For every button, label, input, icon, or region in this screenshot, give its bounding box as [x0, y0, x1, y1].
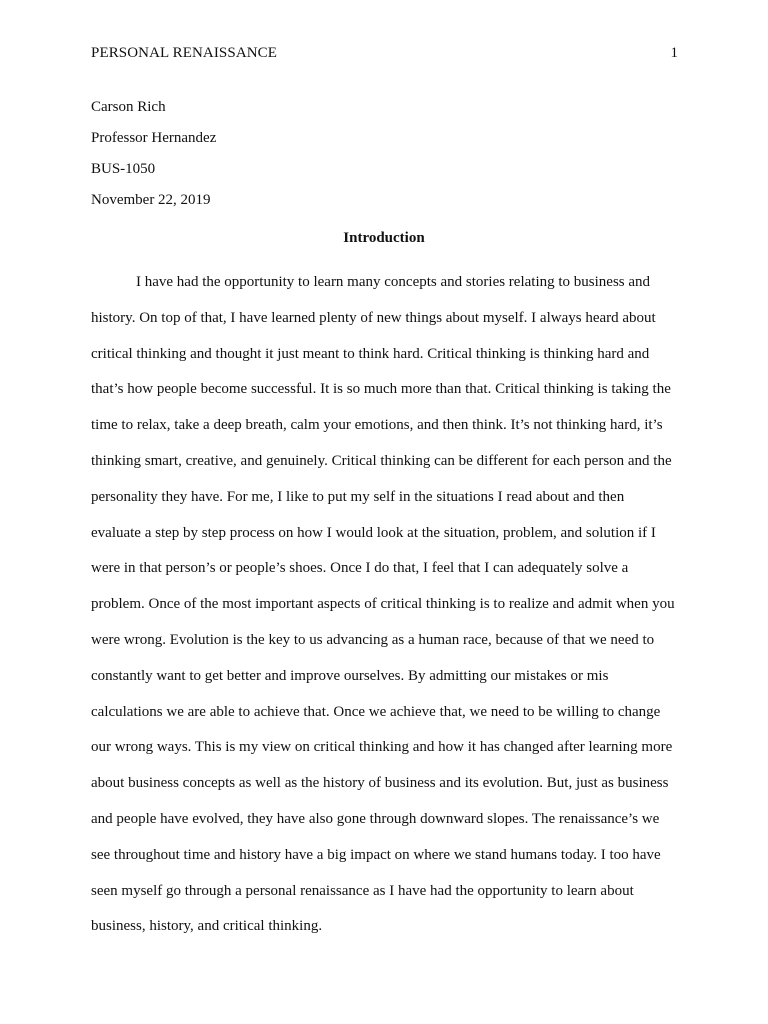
body-line: critical thinking and thought it just meant to think hard. Critical thinking is thinking hard and — [91, 345, 650, 362]
body-line: personality they have. For me, I like to put my self in the situations I read about and then — [91, 488, 625, 505]
course-code: BUS-1050 — [91, 161, 156, 177]
body-line: and people have evolved, they have also gone through downward slopes. The renaissance’s we — [91, 810, 660, 827]
body-line: evaluate a step by step process on how I would look at the situation, problem, and solution if I — [91, 524, 656, 541]
body-line: history. On top of that, I have learned plenty of new things about myself. I always heard about — [91, 309, 656, 326]
author-name: Carson Rich — [91, 99, 166, 115]
body-line: thinking smart, creative, and genuinely. Critical thinking can be different for each person and the — [91, 452, 672, 469]
body-line: problem. Once of the most important aspects of critical thinking is to realize and admit when you — [91, 596, 675, 613]
body-line: calculations we are able to achieve that. Once we achieve that, we need to be willing to change — [91, 703, 661, 720]
body-line: were wrong. Evolution is the key to us advancing as a human race, because of that we need to — [91, 631, 655, 648]
body-line: seen myself go through a personal renaissance as I have had the opportunity to learn about — [91, 882, 634, 899]
body-line: business, history, and critical thinking. — [91, 918, 323, 935]
running-head: PERSONAL RENAISSANCE — [91, 45, 278, 61]
body-line: were in that person’s or people’s shoes. Once I do that, I feel that I can adequately solve a — [91, 560, 629, 577]
body-paragraph — [91, 265, 691, 945]
body-line: our wrong ways. This is my view on critical thinking and how it has changed after learning more — [91, 739, 673, 756]
body-line: that’s how people become successful. It is so much more than that. Critical thinking is taking the — [91, 381, 671, 398]
heading-block — [91, 92, 216, 216]
body-line: constantly want to get better and improve ourselves. By admitting our mistakes or mis — [91, 667, 609, 684]
body-line: about business concepts as well as the history of business and its evolution. But, just as business — [91, 775, 669, 792]
submission-date: November 22, 2019 — [91, 192, 211, 208]
section-title: Introduction — [343, 230, 425, 246]
body-line: I have had the opportunity to learn many concepts and stories relating to business and — [136, 274, 651, 290]
page-number: 1 — [670, 45, 678, 61]
instructor-name: Professor Hernandez — [91, 130, 217, 146]
body-line: time to relax, take a deep breath, calm your emotions, and then think. It’s not thinking hard, it’s — [91, 417, 663, 434]
body-line: see throughout time and history have a big impact on where we stand humans today. I too have — [91, 846, 661, 863]
